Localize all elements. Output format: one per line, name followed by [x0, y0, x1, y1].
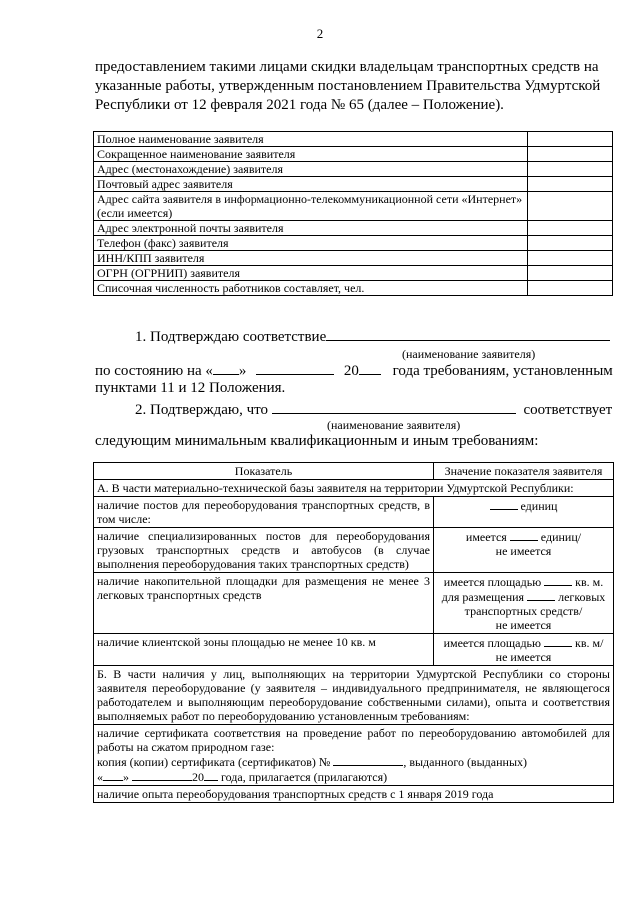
- area-field[interactable]: [544, 574, 572, 586]
- field-label: Телефон (факс) заявителя: [94, 236, 528, 251]
- count-field[interactable]: [510, 529, 538, 541]
- field-value[interactable]: [528, 177, 613, 192]
- field-value[interactable]: [528, 162, 613, 177]
- confirm1-line: [135, 327, 610, 346]
- table-row: [94, 497, 614, 528]
- section-b-heading: Б. В части наличия у лиц, выполняющих на территории Удмуртской Республики со стороны заявителя переоборудование (у заявителя – индивидуального предпринимателя, не являющегося работодателем и выполняющим переоборудование собственными силами), опыта и соответствия выполняемых работ по переоборудованию установленным требованиям:: [94, 666, 614, 725]
- confirm1-line3: пунктами 11 и 12 Положения.: [95, 380, 286, 396]
- field-value[interactable]: [528, 266, 613, 281]
- row-label: наличие специализированных постов для переоборудования грузовых транспортных средств и автобусов (в случае выполнения переоборудования таких транспортных средств): [94, 528, 434, 573]
- page-number: 2: [316, 26, 324, 41]
- date-suffix: года требованиям, установленным: [392, 363, 613, 379]
- table-row: [94, 786, 614, 803]
- field-label: ИНН/КПП заявителя: [94, 251, 528, 266]
- year-prefix: 20: [343, 363, 359, 379]
- confirm2-tail: соответствует: [523, 402, 613, 418]
- year-field[interactable]: [359, 361, 381, 375]
- intro-line-2: указанные работы, утвержденным постановлением Правительства Удмуртской: [95, 78, 601, 94]
- table-header-row: [94, 463, 614, 480]
- field-value[interactable]: [528, 132, 613, 147]
- field-label: Полное наименование заявителя: [94, 132, 528, 147]
- field-label: Списочная численность работников составляет, чел.: [94, 281, 528, 296]
- confirm2-text: 2. Подтверждаю, что: [135, 402, 269, 418]
- row-value: имеется единиц/ не имеется: [434, 528, 614, 573]
- header-indicator: Показатель: [94, 463, 434, 480]
- certificate-line-2: копия (копии) сертификата (сертификатов) № , выданного (выданных): [97, 755, 527, 769]
- table-row: [94, 634, 614, 666]
- intro-line-3: Республики от 12 февраля 2021 года № 65 (далее – Положение).: [95, 97, 504, 113]
- field-value[interactable]: [528, 236, 613, 251]
- certificate-cell: [94, 725, 614, 786]
- section-a-row: [94, 480, 614, 497]
- table-row: [94, 147, 613, 162]
- confirm2-line2: следующим минимальным квалификационным и иным требованиям:: [95, 433, 539, 449]
- intro-paragraph: [95, 58, 613, 115]
- requirements-table: [93, 462, 614, 803]
- section-b-row: [94, 666, 614, 725]
- day-field[interactable]: [213, 361, 239, 375]
- applicant-name-field-2[interactable]: [272, 400, 516, 414]
- row-value: единиц: [434, 497, 614, 528]
- certificate-number-field[interactable]: [333, 754, 403, 766]
- count-field[interactable]: [527, 589, 555, 601]
- row-label: наличие клиентской зоны площадью не менее 10 кв. м: [94, 634, 434, 666]
- field-label: Почтовый адрес заявителя: [94, 177, 528, 192]
- area-field[interactable]: [544, 635, 572, 647]
- field-value[interactable]: [528, 147, 613, 162]
- row-value: имеется площадью кв. м. для размещения легковых транспортных средств/ не имеется: [434, 573, 614, 634]
- row-value: имеется площадью кв. м/ не имеется: [434, 634, 614, 666]
- field-label: Адрес (местонахождение) заявителя: [94, 162, 528, 177]
- field-label: Адрес электронной почты заявителя: [94, 221, 528, 236]
- table-row: [94, 162, 613, 177]
- experience-cell: наличие опыта переоборудования транспортных средств с 1 января 2019 года: [94, 786, 614, 803]
- table-row: [94, 251, 613, 266]
- certificate-line-3: « » 20 года, прилагается (прилагаются): [97, 770, 388, 784]
- table-row: [94, 132, 613, 147]
- confirm2-line: [135, 400, 612, 419]
- confirm1-date-line: [95, 361, 613, 380]
- field-label: Адрес сайта заявителя в информационно-телекоммуникационной сети «Интернет» (если имеется): [94, 192, 528, 221]
- confirm2-hint: (наименование заявителя): [327, 418, 461, 432]
- row-label: наличие накопительной площадки для размещения не менее 3 легковых транспортных средств: [94, 573, 434, 634]
- intro-line-1: предоставлением такими лицами скидки владельцам транспортных средств на: [95, 59, 599, 75]
- table-row: [94, 177, 613, 192]
- table-row: [94, 266, 613, 281]
- field-value[interactable]: [528, 281, 613, 296]
- field-value[interactable]: [528, 192, 613, 221]
- table-row: [94, 192, 613, 221]
- table-row: [94, 573, 614, 634]
- table-row: [94, 221, 613, 236]
- table-row: [94, 725, 614, 786]
- field-label: Сокращенное наименование заявителя: [94, 147, 528, 162]
- header-value: Значение показателя заявителя: [434, 463, 614, 480]
- section-a-heading: А. В части материально-технической базы заявителя на территории Удмуртской Республики:: [94, 480, 614, 497]
- year-field[interactable]: [204, 769, 218, 781]
- month-field[interactable]: [132, 769, 192, 781]
- table-row: [94, 281, 613, 296]
- confirm1-text: 1. Подтверждаю соответствие: [135, 329, 327, 345]
- day-field[interactable]: [103, 769, 123, 781]
- field-label: ОГРН (ОГРНИП) заявителя: [94, 266, 528, 281]
- month-field[interactable]: [256, 361, 334, 375]
- table-row: [94, 528, 614, 573]
- confirm1-hint: (наименование заявителя): [402, 347, 536, 361]
- table-row: [94, 236, 613, 251]
- row-label: наличие постов для переоборудования транспортных средств, в том числе:: [94, 497, 434, 528]
- field-value[interactable]: [528, 221, 613, 236]
- applicant-name-field[interactable]: [326, 327, 610, 341]
- date-prefix: по состоянию на «: [95, 363, 213, 379]
- field-value[interactable]: [528, 251, 613, 266]
- certificate-line-1: наличие сертификата соответствия на проведение работ по переоборудованию автомобилей для работы на сжатом природном газе:: [97, 726, 610, 754]
- applicant-info-table: [93, 131, 613, 296]
- count-field[interactable]: [490, 498, 518, 510]
- date-quote: »: [238, 363, 247, 379]
